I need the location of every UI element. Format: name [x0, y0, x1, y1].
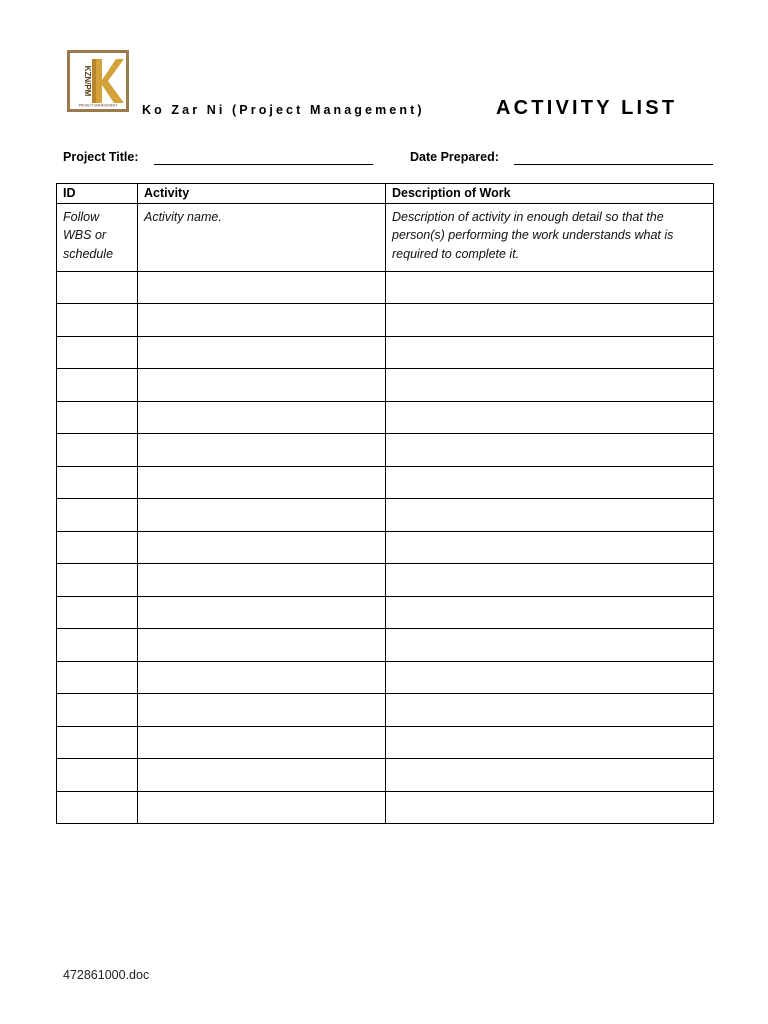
activity-cell[interactable] — [138, 661, 386, 694]
description-cell[interactable] — [386, 726, 714, 759]
activity-cell[interactable] — [138, 499, 386, 532]
guide-id-cell: Follow WBS or schedule — [57, 203, 138, 271]
description-cell[interactable] — [386, 629, 714, 662]
logo-text: KZN/PM — [83, 65, 92, 97]
guide-description-cell: Description of activity in enough detail so that the person(s) performing the work understands what is required to complete it. — [386, 203, 714, 271]
activity-cell[interactable] — [138, 466, 386, 499]
description-cell[interactable] — [386, 434, 714, 467]
activity-cell[interactable] — [138, 726, 386, 759]
description-cell[interactable] — [386, 661, 714, 694]
id-cell[interactable] — [57, 531, 138, 564]
table-row — [57, 531, 714, 564]
table-row — [57, 499, 714, 532]
description-cell[interactable] — [386, 304, 714, 337]
logo-tagline: PROJECT MANAGEMENT — [78, 103, 118, 108]
table-header-row — [57, 184, 714, 204]
table-row — [57, 466, 714, 499]
table-row — [57, 369, 714, 402]
id-cell[interactable] — [57, 369, 138, 402]
description-cell[interactable] — [386, 336, 714, 369]
date-prepared-label: Date Prepared: — [410, 150, 499, 164]
table-row — [57, 759, 714, 792]
table-row — [57, 629, 714, 662]
activity-cell[interactable] — [138, 759, 386, 792]
id-cell[interactable] — [57, 694, 138, 727]
description-cell[interactable] — [386, 271, 714, 304]
activity-cell[interactable] — [138, 434, 386, 467]
id-cell[interactable] — [57, 434, 138, 467]
project-title-label: Project Title: — [63, 150, 139, 164]
activity-table — [56, 183, 714, 824]
kzn-logo-icon — [70, 53, 126, 109]
activity-cell[interactable] — [138, 401, 386, 434]
description-cell[interactable] — [386, 791, 714, 824]
column-header-activity: Activity — [138, 184, 386, 204]
date-prepared-field[interactable] — [514, 164, 713, 165]
description-cell[interactable] — [386, 564, 714, 597]
guide-activity-cell: Activity name. — [138, 203, 386, 271]
description-cell[interactable] — [386, 499, 714, 532]
description-cell[interactable] — [386, 694, 714, 727]
id-cell[interactable] — [57, 466, 138, 499]
description-cell[interactable] — [386, 531, 714, 564]
table-row — [57, 271, 714, 304]
description-cell[interactable] — [386, 759, 714, 792]
id-cell[interactable] — [57, 759, 138, 792]
table-row — [57, 401, 714, 434]
id-cell[interactable] — [57, 271, 138, 304]
activity-cell[interactable] — [138, 304, 386, 337]
description-cell[interactable] — [386, 401, 714, 434]
activity-cell[interactable] — [138, 271, 386, 304]
company-logo — [67, 50, 129, 112]
description-cell[interactable] — [386, 596, 714, 629]
id-cell[interactable] — [57, 629, 138, 662]
id-cell[interactable] — [57, 726, 138, 759]
id-cell[interactable] — [57, 336, 138, 369]
table-row — [57, 304, 714, 337]
column-header-description: Description of Work — [386, 184, 714, 204]
guide-row — [57, 203, 714, 271]
document-title: ACTIVITY LIST — [496, 97, 678, 119]
activity-cell[interactable] — [138, 694, 386, 727]
company-name: Ko Zar Ni (Project Management) — [142, 103, 425, 117]
activity-cell[interactable] — [138, 596, 386, 629]
description-cell[interactable] — [386, 466, 714, 499]
footer-filename: 472861000.doc — [63, 968, 150, 982]
activity-cell[interactable] — [138, 336, 386, 369]
project-title-field[interactable] — [154, 164, 373, 165]
id-cell[interactable] — [57, 401, 138, 434]
id-cell[interactable] — [57, 791, 138, 824]
table-row — [57, 336, 714, 369]
activity-cell[interactable] — [138, 531, 386, 564]
id-cell[interactable] — [57, 564, 138, 597]
activity-cell[interactable] — [138, 564, 386, 597]
table-row — [57, 564, 714, 597]
id-cell[interactable] — [57, 596, 138, 629]
id-cell[interactable] — [57, 499, 138, 532]
activity-cell[interactable] — [138, 369, 386, 402]
description-cell[interactable] — [386, 369, 714, 402]
activity-cell[interactable] — [138, 629, 386, 662]
activity-cell[interactable] — [138, 791, 386, 824]
table-row — [57, 726, 714, 759]
column-header-id: ID — [57, 184, 138, 204]
table-row — [57, 596, 714, 629]
table-row — [57, 434, 714, 467]
table-row — [57, 791, 714, 824]
id-cell[interactable] — [57, 661, 138, 694]
table-row — [57, 694, 714, 727]
id-cell[interactable] — [57, 304, 138, 337]
table-row — [57, 661, 714, 694]
